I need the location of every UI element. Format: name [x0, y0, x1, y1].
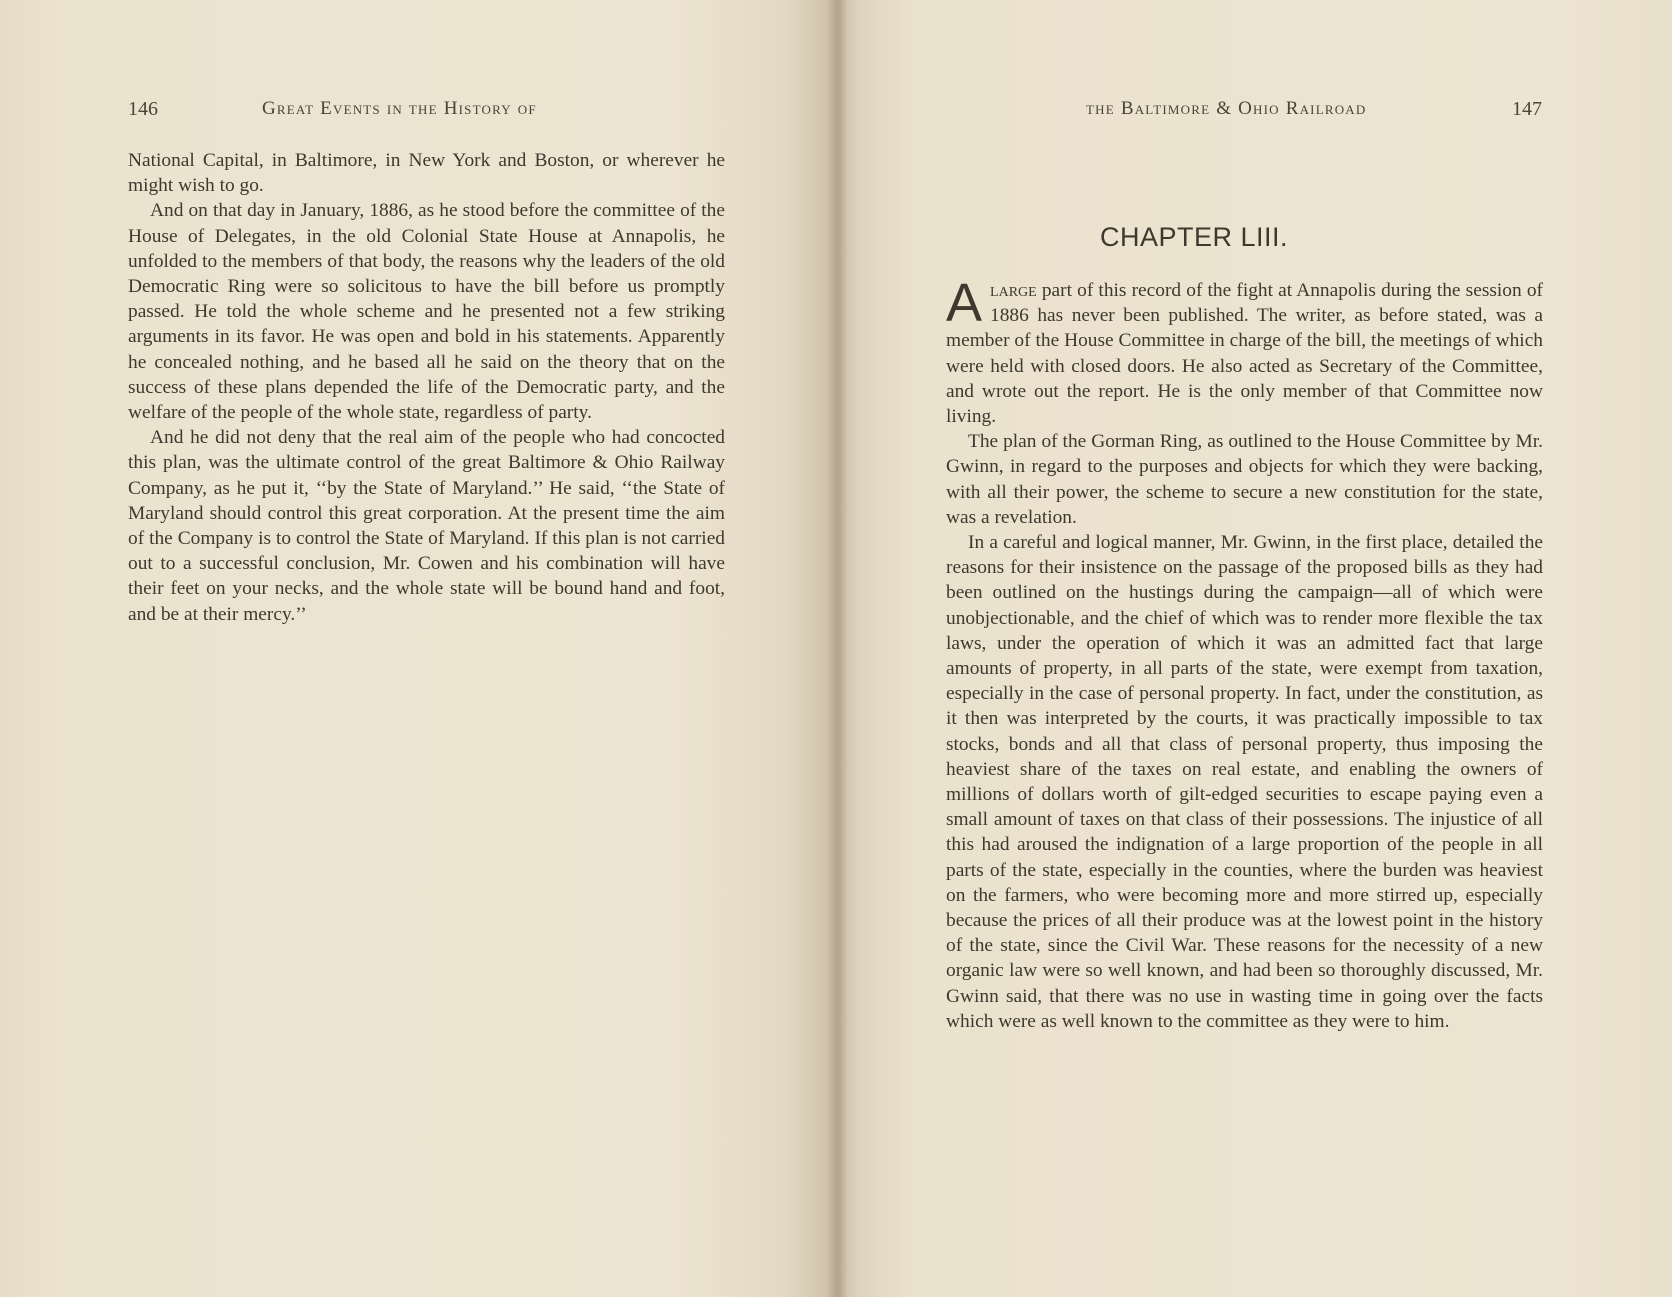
right-paragraph: In a careful and logical manner, Mr. Gwinn, in the first place, detailed the reasons for their insistence on the passage of the proposed bills as they had been outlined on the hustings during the campaign—all of which were unobjectionable, and the chief of which was to render more flexible the tax laws, under the operation of which it was an admitted fact that large amounts of property, in all parts of the state, were exempt from taxation, especially in the case of personal property. In fact, under the constitution, as it then was interpreted by the courts, it was practically impossible to tax stocks, bonds and all that class of personal property, thus imposing the heaviest share of the taxes on real estate, and enabling the owners of millions of dollars worth of gilt-edged securities to escape paying even a small amount of taxes on that class of their possessions. The injustice of all this had aroused the indignation of a large proportion of the people in all parts of the state, especially in the counties, where the burden was heaviest on the farmers, who were becoming more and more stirred up, especially because the prices of all their produce was at the lowest point in the history of the state, since the Civil War. These reasons for the necessity of a new organic law were so well known, and had been so thoroughly discussed, Mr. Gwinn said, that there was no use in wasting time in going over the facts which were as well known to the committee as they were to him.: [946, 532, 1543, 1032]
left-body-text: [128, 148, 725, 627]
drop-cap: A: [946, 273, 983, 333]
left-page-number: 146: [128, 98, 158, 120]
first-words: large: [990, 280, 1037, 301]
chapter-title: CHAPTER LIII.: [1100, 222, 1289, 252]
book-spine: [826, 0, 848, 1297]
left-paragraph: National Capital, in Baltimore, in New York and Boston, or wherever he might wish to go.: [128, 150, 725, 197]
right-running-head: the Baltimore & Ohio Railroad: [1086, 98, 1367, 119]
right-paragraph-first: [946, 273, 1543, 429]
left-paragraph: And on that day in January, 1886, as he stood before the committee of the House of Delegates, in the old Colonial State House at Annapolis, he unfolded to the members of that body, the reasons why the leaders of the old Democratic Ring were so solicitous to have the bill before us promptly passed. He told the whole scheme and he presented not a few striking arguments in its favor. He was open and bold in his statements. Apparently he concealed nothing, and he based all he said on the theory that on the success of these plans depended the life of the Democratic party, and the welfare of the people of the whole state, regardless of party.: [128, 200, 725, 424]
right-page-number: 147: [1512, 98, 1542, 120]
right-paragraph-text: part of this record of the fight at Annapolis during the session of 1886 has never been published. The writer, as before stated, was a member of the House Committee in charge of the bill, the meetings of which were held with closed doors. He also acted as Secretary of the Committee, and wrote out the report. He is the only member of that Committee now living.: [946, 280, 1543, 428]
right-paragraph: The plan of the Gorman Ring, as outlined to the House Committee by Mr. Gwinn, in regard to the purposes and objects for which they were backing, with all their power, the scheme to secure a new constitution for the state, was a revelation.: [946, 431, 1543, 528]
left-paragraph: And he did not deny that the real aim of the people who had concocted this plan, was the ultimate control of the great Baltimore & Ohio Railway Company, as he put it, ‘‘by the State of Maryland.’’ He said, ‘‘the State of Maryland should control this great corporation. At the present time the aim of the Company is to control the State of Maryland. If this plan is not carried out to a successful conclusion, Mr. Cowen and his combination will have their feet on your necks, and the whole state will be bound hand and foot, and be at their mercy.’’: [128, 427, 725, 625]
left-running-head: Great Events in the History of: [262, 98, 537, 119]
right-body-text: [946, 273, 1543, 1034]
